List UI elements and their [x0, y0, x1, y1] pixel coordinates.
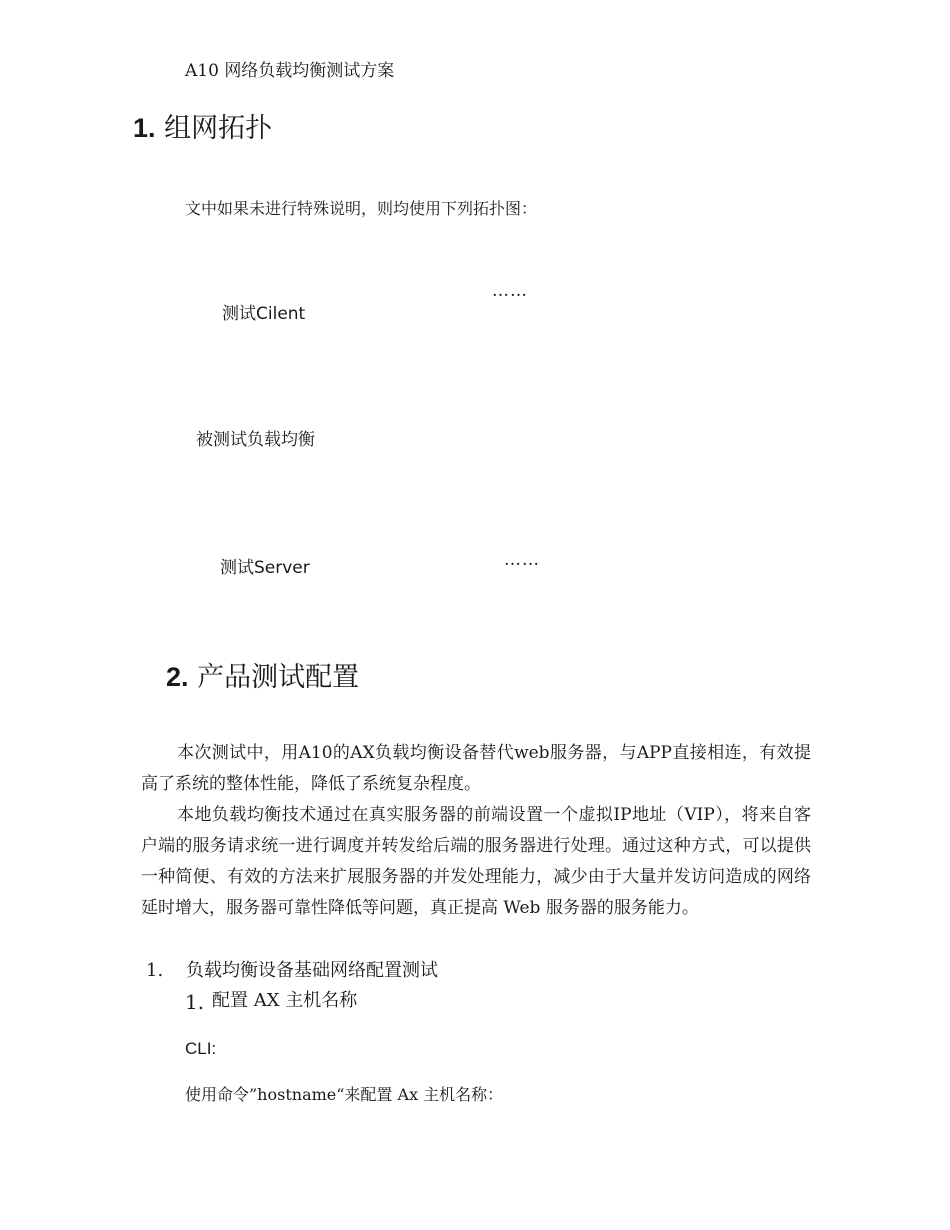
diagram-load-balancer-label: 被测试负载均衡	[196, 430, 315, 450]
list-text: 配置 AX 主机名称	[212, 990, 358, 1011]
diagram-ellipsis-top: ……	[492, 281, 528, 301]
section-heading-product-config	[166, 655, 359, 694]
section-title: 组网拓扑	[164, 113, 273, 144]
body-paragraph: 本地负载均衡技术通过在真实服务器的前端设置一个虚拟IP地址（VIP），将来自客户端的服务请求统一进行调度并转发给后端的服务器进行处理。通过这种方式，可以提供一种简便、有效的方法来扩展服务器的并发处理能力，减少由于大量并发访问造成的网络延时增大，服务器可靠性降低等问题，真正提高 Web 服务器的服务能力。	[141, 805, 811, 918]
intro-text: 文中如果未进行特殊说明，则均使用下列拓扑图：	[185, 199, 538, 218]
list-number: 1.	[185, 990, 205, 1014]
document-title: A10 网络负载均衡测试方案	[185, 61, 395, 81]
diagram-server-label: 测试Server	[220, 558, 310, 578]
body-paragraph: 本次测试中，用A10的AX负载均衡设备替代web服务器，与APP直接相连，有效提高了系统的整体性能，降低了系统复杂程度。	[141, 743, 811, 794]
section-title: 产品测试配置	[197, 662, 360, 693]
section-number: 2.	[166, 662, 189, 692]
list-item-level1	[146, 956, 438, 982]
diagram-client-label: 测试Cilent	[222, 304, 306, 324]
cli-label: CLI:	[185, 1039, 217, 1058]
section-number: 1.	[133, 113, 156, 143]
list-text: 负载均衡设备基础网络配置测试	[186, 960, 438, 981]
section-heading-topology	[133, 106, 272, 145]
list-number: 1.	[146, 960, 164, 981]
command-instruction: 使用命令”hostname“来配置 Ax 主机名称：	[185, 1085, 504, 1104]
diagram-ellipsis-bottom: ……	[504, 550, 540, 570]
list-item-level2	[185, 986, 357, 1012]
